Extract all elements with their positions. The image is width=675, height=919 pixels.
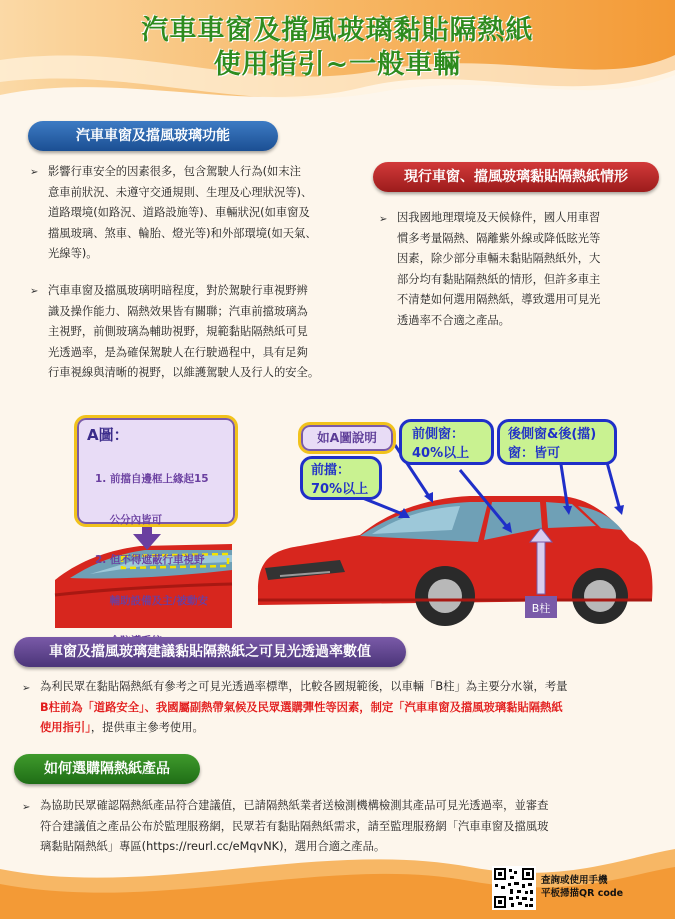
text-line: 汽車車窗及擋風玻璃明暗程度，對於駕駛行車視野辨 [48, 284, 308, 297]
section-heading-recommend: 車窗及擋風玻璃建議黏貼隔熱紙之可見光透過率數值 [14, 637, 406, 667]
text-line: 不清楚如何選用隔熱紙，導致選用可見光 [397, 293, 601, 306]
front-side-window-value: 40%以上 [412, 446, 470, 461]
figure-a-item: 2. 但不得遮蔽行車視野 [95, 554, 205, 566]
text-line: 為利民眾在黏貼隔熱紙有參考之可見光透過率標準，比較各國規範後，以車輛「B柱」為主要分水嶺，考量 [40, 680, 568, 693]
section-heading-current: 現行車窗、擋風玻璃黏貼隔熱紙情形 [373, 162, 659, 192]
main-car [258, 496, 652, 626]
text-line: 因我國地理環境及天候條件，國人用車習 [397, 211, 601, 224]
text-line: 光線等)。 [48, 247, 98, 260]
text-line: 慣多考量隔熱、隔離紫外線或降低眩光等 [397, 231, 601, 245]
arrow-bullet-icon: ➢ [30, 286, 39, 297]
arrow-bullet-icon: ➢ [22, 802, 31, 813]
rear-window-label-line: 後側窗&後(擋) [508, 427, 597, 442]
text-line: 部分均有黏貼隔熱紙的情形，但許多車主 [397, 272, 601, 286]
arrow-bullet-icon: ➢ [30, 167, 39, 178]
figure-a-title: A圖： [87, 426, 129, 444]
front-windshield-label-line: 前擋： [311, 463, 351, 478]
text-line: 因素，除少部分車輛未黏貼隔熱紙外，大 [397, 252, 601, 265]
see-figure-a-label: 如A圖說明 [298, 422, 396, 454]
text-line: 影響行車安全的因素很多，包含駕駛人行為(如末注 [48, 165, 301, 178]
front-side-window-label-line: 前側窗： [412, 427, 465, 442]
figure-a-item: 公分內皆可 [95, 513, 163, 526]
page-title [0, 14, 675, 82]
text-emphasis: 使用指引」 [40, 721, 91, 734]
figure-a-item: 1. 前擋自邊框上緣起15 [95, 473, 209, 485]
text-line: 識及操作能力、隔熱效果皆有關聯；汽車前擋玻璃為 [48, 304, 308, 318]
page-title-line1: 汽車車窗及擋風玻璃黏貼隔熱紙 [141, 15, 534, 46]
b-pillar-label: B柱 [531, 602, 551, 615]
page-title-line2: 使用指引~一般車輛 [213, 49, 462, 80]
text-line: 擋風玻璃、煞車、輪胎、燈光等)和外部環境(如天氣、 [48, 226, 317, 240]
text-line: 意車前狀況、未遵守交通規則、生理及心理狀況等)、 [48, 185, 313, 199]
text-line: 璃黏貼隔熱紙」專區(https://reurl.cc/eMqvNK)，選用合適之產品。 [40, 840, 386, 853]
figure-a-item: 輔助設備及主/被動安 [95, 594, 208, 607]
text-line: 光透過率，是為確保駕駛人在行駛過程中，具有足夠 [48, 345, 308, 359]
text-line: 道路環境(如路況、道路設施等)、車輛狀況(如車窗及 [48, 206, 310, 219]
section-heading-function: 汽車車窗及擋風玻璃功能 [28, 121, 278, 151]
qr-caption-line: 查詢或使用手機 [541, 875, 608, 886]
text-line: 行車視線與清晰的視野，以維護駕駛人及行人的安全。 [48, 366, 320, 379]
text-rest: ，提供車主參考使用。 [90, 721, 204, 734]
front-windshield-value: 70%以上 [311, 482, 369, 497]
text-line: 為協助民眾確認隔熱紙產品符合建議值，已請隔熱紙業者送檢測機構檢測其產品可見光透過率，並審查 [40, 799, 549, 812]
rear-window-value: 窗：皆可 [508, 446, 561, 461]
qr-caption-line: 平板掃描QR code [541, 888, 624, 899]
arrow-bullet-icon: ➢ [379, 214, 388, 225]
arrow-bullet-icon: ➢ [22, 683, 31, 694]
text-line-red: B柱前為「道路安全」、我國屬副熱帶氣候及民眾選購彈性等因素，制定「汽車車窗及擋風玻璃黏貼隔熱紙 [40, 700, 563, 714]
qr-caption [541, 874, 623, 900]
text-line: 符合建議值之產品公布於監理服務網，民眾若有黏貼隔熱紙需求，請至監理服務網「汽車車窗及擋風玻 [40, 819, 549, 833]
rear-window-label [497, 419, 617, 465]
text-line: 透過率不合適之產品。 [397, 313, 510, 327]
figure-a-callout [74, 415, 238, 607]
front-windshield-label [300, 456, 382, 500]
text-line [40, 718, 668, 739]
qr-code-icon[interactable] [492, 866, 536, 910]
section-heading-purchase: 如何選購隔熱紙產品 [14, 754, 200, 784]
front-side-window-label [399, 419, 494, 465]
text-line: 主視野，前側玻璃為輔助視野，規範黏貼隔熱紙可見 [48, 325, 308, 338]
